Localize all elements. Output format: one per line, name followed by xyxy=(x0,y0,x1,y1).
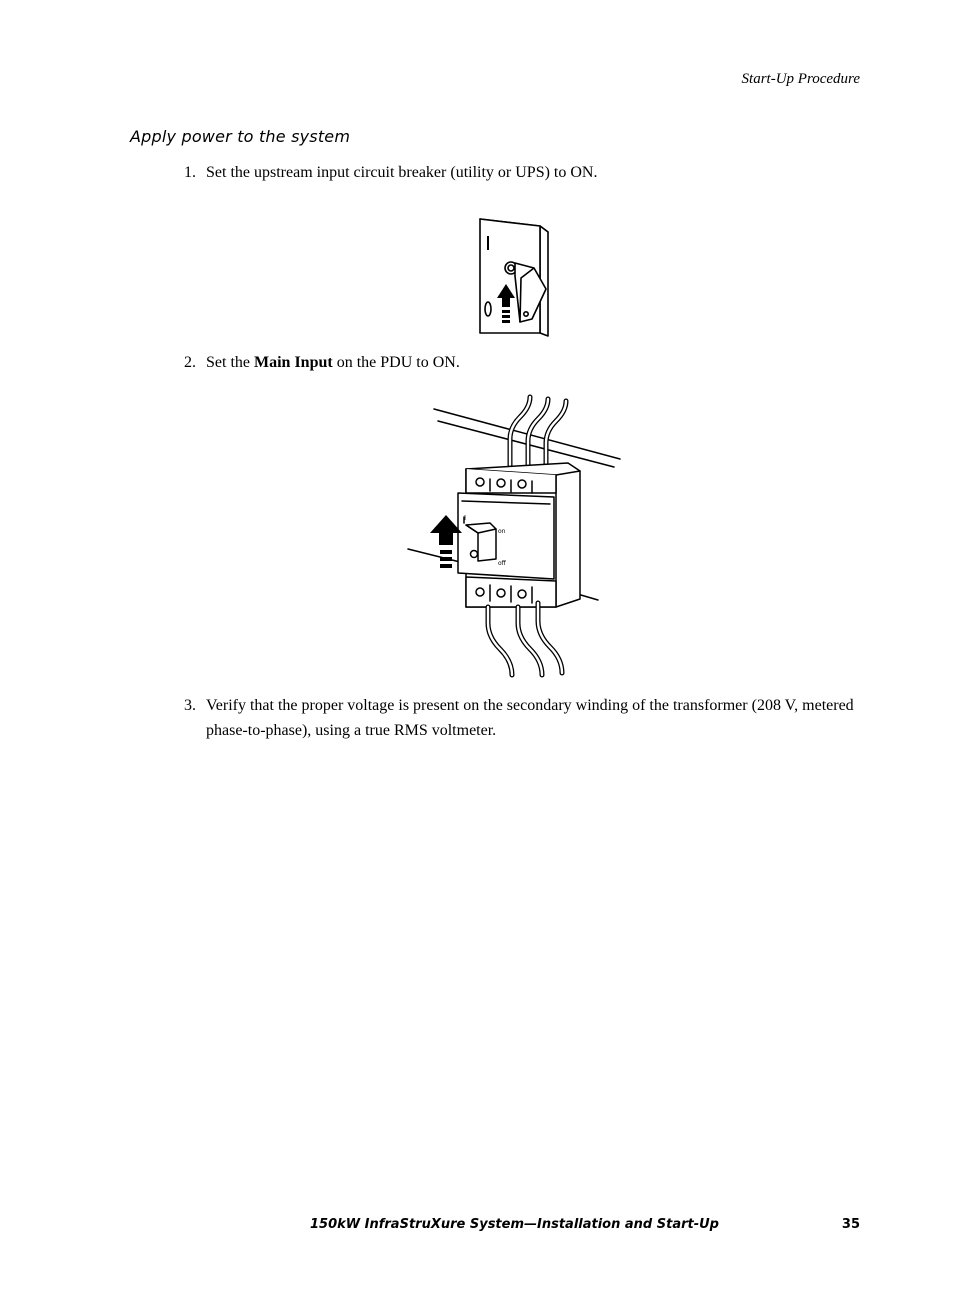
pdu-on-label: on xyxy=(498,528,506,535)
on-mark xyxy=(487,236,489,250)
step-2-text-before: Set the xyxy=(206,354,254,371)
up-arrow-icon xyxy=(430,515,462,568)
step-3-text: Verify that the proper voltage is present on the secondary winding of the transformer (208 V, metered phase-to-phase), using a true RMS voltmeter. xyxy=(206,697,854,739)
step-1-number: 1. xyxy=(184,164,196,181)
section-title: Apply power to the system xyxy=(130,127,351,146)
pdu-off-label: off xyxy=(498,560,506,567)
running-header: Start-Up Procedure xyxy=(741,71,860,87)
upstream-breaker-switch-illustration xyxy=(474,216,554,340)
step-1 xyxy=(184,160,854,185)
footer-title: 150kW InfraStruXure System—Installation and Start-Up xyxy=(310,1217,719,1232)
step-2-number: 2. xyxy=(184,354,196,371)
step-2-text-after: on the PDU to ON. xyxy=(332,354,460,371)
step-1-text: Set the upstream input circuit breaker (utility or UPS) to ON. xyxy=(206,164,598,181)
step-3 xyxy=(184,693,854,745)
page-number: 35 xyxy=(841,1217,860,1232)
step-2 xyxy=(184,350,854,375)
step-3-number: 3. xyxy=(184,697,196,714)
pdu-on-mark: I xyxy=(464,514,467,522)
step-2-text xyxy=(206,350,854,375)
main-input-label: Main Input xyxy=(254,354,333,371)
pdu-main-input-breaker-illustration xyxy=(404,393,628,679)
